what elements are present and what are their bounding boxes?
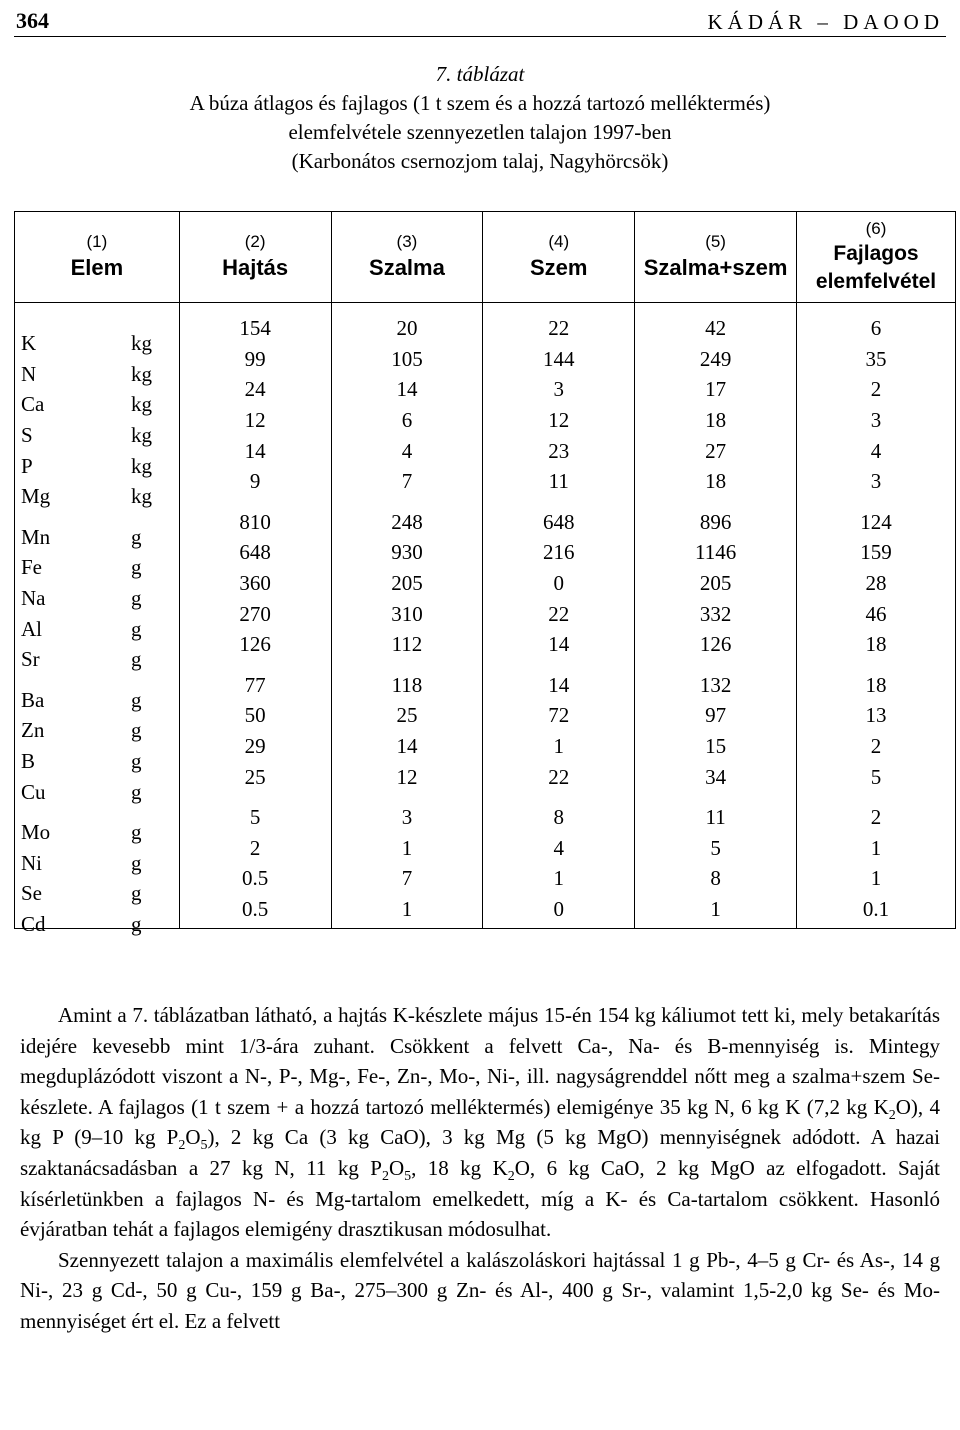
szalma-szem-cell: 8 bbox=[635, 863, 797, 894]
column-header-hajtas: (2) Hajtás bbox=[179, 212, 331, 303]
table-header-row bbox=[15, 212, 956, 303]
szalma-szem-cell: 1146 bbox=[635, 537, 797, 568]
element-cell bbox=[15, 598, 180, 641]
element-unit: g bbox=[131, 850, 142, 875]
szalma-cell: 930 bbox=[331, 537, 483, 568]
element-symbol: Mo bbox=[21, 820, 51, 845]
hajtas-cell: 29 bbox=[179, 731, 331, 762]
szem-cell: 22 bbox=[483, 598, 635, 629]
szem-cell: 8 bbox=[483, 792, 635, 833]
hajtas-cell: 50 bbox=[179, 700, 331, 731]
element-cell bbox=[15, 405, 180, 448]
column-header-elem: (1) Elem bbox=[15, 212, 180, 303]
szem-cell: 648 bbox=[483, 497, 635, 538]
table-row bbox=[15, 303, 956, 344]
element-cell bbox=[15, 374, 180, 417]
hajtas-cell: 0.5 bbox=[179, 863, 331, 894]
table-row bbox=[15, 435, 956, 466]
element-unit: kg bbox=[131, 361, 152, 386]
hajtas-cell: 270 bbox=[179, 598, 331, 629]
element-symbol: Cu bbox=[21, 779, 46, 804]
data-table bbox=[14, 211, 956, 936]
fajlagos-cell: 1 bbox=[797, 833, 956, 864]
szem-cell: 22 bbox=[483, 761, 635, 792]
fajlagos-cell: 2 bbox=[797, 731, 956, 762]
fajlagos-cell: 18 bbox=[797, 660, 956, 701]
element-symbol: Al bbox=[21, 616, 42, 641]
element-cell bbox=[15, 792, 180, 845]
szalma-szem-cell: 27 bbox=[635, 435, 797, 466]
szalma-szem-cell: 34 bbox=[635, 761, 797, 792]
fajlagos-cell: 124 bbox=[797, 497, 956, 538]
element-unit: g bbox=[131, 586, 142, 611]
column-header-fajlagos: (6) Fajlagos elemfelvétel bbox=[797, 212, 956, 303]
element-unit: kg bbox=[131, 392, 152, 417]
hajtas-cell: 99 bbox=[179, 344, 331, 375]
caption-line-3: (Karbonátos csernozjom talaj, Nagyhörcsök) bbox=[291, 149, 669, 173]
caption-line-1: A búza átlagos és fajlagos (1 t szem és a hozzá tartozó melléktermés) bbox=[189, 91, 771, 115]
szem-cell: 216 bbox=[483, 537, 635, 568]
column-header-szalma-szem: (5) Szalma+szem bbox=[635, 212, 797, 303]
element-cell bbox=[15, 435, 180, 478]
element-unit: g bbox=[131, 881, 142, 906]
column-header-szalma: (3) Szalma bbox=[331, 212, 483, 303]
fajlagos-cell: 2 bbox=[797, 374, 956, 405]
szalma-cell: 1 bbox=[331, 894, 483, 929]
caption-line-2: elemfelvétele szennyezetlen talajon 1997-ben bbox=[288, 120, 672, 144]
szalma-szem-cell: 1 bbox=[635, 894, 797, 929]
table-row bbox=[15, 466, 956, 497]
page-header bbox=[14, 4, 946, 37]
element-unit: kg bbox=[131, 331, 152, 356]
element-unit: kg bbox=[131, 453, 152, 478]
paragraph-1: Amint a 7. táblázatban látható, a hajtás K-készlete május 15-én 154 kg káliumot tett ki, mely betakarítás idejére kevesebb mint 1/3-ára zuhant. Csökkent a felvett Ca-, Na- és B-mennyiség is. Mintegy megduplázódott viszont a N-, P-, Mg-, Fe-, Zn-, Mo-, Ni-, ill. nagyságrenddel nőtt meg a szalma+szem Se-készlete. A fajlagos (1 t szem + a hozzá tartozó melléktermés) elemigénye 35 kg N, 6 kg K (7,2 kg $K_2O$), 4 kg P (9–10 kg $P_2O_5$), 2 kg Ca (3 kg CaO), 3 kg Mg (5 kg MgO) mennyiségnek adódott. A hazai szaktanácsadásban a 27 kg N, 11 kg $P_2O_5$, 18 kg $K_2O$, 6 kg CaO, 2 kg MgO az elfogadott. Saját kísérletünkben a fajlagos N- és Mg-tartalom emelkedett, míg a K- és Ca-tartalom csökkent. Hasonló évjáratban tehát a fajlagos elemigény drasztikusan módosulhat. bbox=[20, 1003, 940, 1242]
hajtas-cell: 0.5 bbox=[179, 894, 331, 929]
element-cell bbox=[15, 833, 180, 875]
element-cell bbox=[15, 660, 180, 712]
element-symbol: Mg bbox=[21, 484, 51, 509]
szalma-szem-cell: 126 bbox=[635, 629, 797, 660]
hajtas-cell: 77 bbox=[179, 660, 331, 701]
szalma-cell: 25 bbox=[331, 700, 483, 731]
element-symbol: Ba bbox=[21, 687, 45, 712]
table-row bbox=[15, 568, 956, 599]
szalma-szem-cell: 97 bbox=[635, 700, 797, 731]
szem-cell: 72 bbox=[483, 700, 635, 731]
szalma-cell: 4 bbox=[331, 435, 483, 466]
element-cell bbox=[15, 761, 180, 804]
szalma-cell: 20 bbox=[331, 303, 483, 344]
element-symbol: N bbox=[21, 361, 37, 386]
table-row bbox=[15, 344, 956, 375]
szalma-cell: 14 bbox=[331, 374, 483, 405]
element-unit: kg bbox=[131, 484, 152, 509]
szalma-cell: 118 bbox=[331, 660, 483, 701]
szalma-szem-cell: 11 bbox=[635, 792, 797, 833]
fajlagos-cell: 2 bbox=[797, 792, 956, 833]
fajlagos-cell: 13 bbox=[797, 700, 956, 731]
element-unit: g bbox=[131, 647, 142, 672]
fajlagos-cell: 4 bbox=[797, 435, 956, 466]
element-unit: g bbox=[131, 524, 142, 549]
body-text bbox=[20, 1000, 940, 1337]
element-cell bbox=[15, 303, 180, 356]
table-row bbox=[15, 598, 956, 629]
hajtas-cell: 12 bbox=[179, 405, 331, 436]
element-unit: g bbox=[131, 749, 142, 774]
fajlagos-cell: 46 bbox=[797, 598, 956, 629]
fajlagos-cell: 5 bbox=[797, 761, 956, 792]
hajtas-cell: 648 bbox=[179, 537, 331, 568]
table-row bbox=[15, 537, 956, 568]
hajtas-cell: 24 bbox=[179, 374, 331, 405]
table-row bbox=[15, 863, 956, 894]
element-symbol: B bbox=[21, 749, 36, 774]
element-cell bbox=[15, 629, 180, 672]
szalma-cell: 7 bbox=[331, 466, 483, 497]
fajlagos-cell: 35 bbox=[797, 344, 956, 375]
hajtas-cell: 126 bbox=[179, 629, 331, 660]
element-cell bbox=[15, 700, 180, 743]
szalma-szem-cell: 205 bbox=[635, 568, 797, 599]
szalma-cell: 310 bbox=[331, 598, 483, 629]
hajtas-cell: 810 bbox=[179, 497, 331, 538]
paragraph-2: Szennyezett talajon a maximális elemfelvétel a kalászoláskori hajtással 1 g Pb-, 4–5 g Cr- és As-, 14 g Ni-, 23 g Cd-, 50 g Cu-, 159 g Ba-, 275–300 g Zn- és Al-, 400 g Sr-, valamint 1,5-2,0 kg Se- és Mo-mennyiséget ért el. Ez a felvett bbox=[20, 1247, 940, 1333]
fajlagos-cell: 3 bbox=[797, 466, 956, 497]
element-unit: g bbox=[131, 820, 142, 845]
szalma-cell: 105 bbox=[331, 344, 483, 375]
szem-cell: 1 bbox=[483, 731, 635, 762]
szem-cell: 0 bbox=[483, 568, 635, 599]
fajlagos-cell: 18 bbox=[797, 629, 956, 660]
fajlagos-cell: 6 bbox=[797, 303, 956, 344]
table-row bbox=[15, 761, 956, 792]
element-symbol: Mn bbox=[21, 524, 51, 549]
running-head: KÁDÁR – DAOOD bbox=[707, 10, 944, 34]
element-unit: g bbox=[131, 616, 142, 641]
szem-cell: 23 bbox=[483, 435, 635, 466]
szem-cell: 1 bbox=[483, 863, 635, 894]
szalma-cell: 112 bbox=[331, 629, 483, 660]
fajlagos-cell: 159 bbox=[797, 537, 956, 568]
szalma-szem-cell: 332 bbox=[635, 598, 797, 629]
element-cell bbox=[15, 731, 180, 774]
table-row bbox=[15, 792, 956, 833]
element-symbol: Na bbox=[21, 586, 46, 611]
szem-cell: 144 bbox=[483, 344, 635, 375]
element-symbol: Ca bbox=[21, 392, 45, 417]
page-number: 364 bbox=[16, 8, 49, 33]
table-number: 7. táblázat bbox=[435, 62, 525, 86]
szalma-szem-cell: 896 bbox=[635, 497, 797, 538]
szalma-szem-cell: 18 bbox=[635, 405, 797, 436]
element-unit: kg bbox=[131, 423, 152, 448]
szalma-cell: 14 bbox=[331, 731, 483, 762]
szalma-cell: 205 bbox=[331, 568, 483, 599]
szalma-szem-cell: 5 bbox=[635, 833, 797, 864]
szem-cell: 11 bbox=[483, 466, 635, 497]
szem-cell: 3 bbox=[483, 374, 635, 405]
szalma-cell: 1 bbox=[331, 833, 483, 864]
element-unit: g bbox=[131, 911, 142, 936]
element-cell bbox=[15, 894, 180, 936]
table-row bbox=[15, 660, 956, 701]
element-cell bbox=[15, 344, 180, 386]
element-cell bbox=[15, 537, 180, 580]
szem-cell: 14 bbox=[483, 660, 635, 701]
szem-cell: 12 bbox=[483, 405, 635, 436]
table-row bbox=[15, 894, 956, 929]
fajlagos-cell: 28 bbox=[797, 568, 956, 599]
szem-cell: 22 bbox=[483, 303, 635, 344]
element-unit: g bbox=[131, 555, 142, 580]
szalma-cell: 3 bbox=[331, 792, 483, 833]
element-symbol: Fe bbox=[21, 555, 42, 580]
hajtas-cell: 9 bbox=[179, 466, 331, 497]
szalma-szem-cell: 42 bbox=[635, 303, 797, 344]
column-header-szem: (4) Szem bbox=[483, 212, 635, 303]
element-unit: g bbox=[131, 718, 142, 743]
szalma-szem-cell: 132 bbox=[635, 660, 797, 701]
hajtas-cell: 25 bbox=[179, 761, 331, 792]
szalma-cell: 7 bbox=[331, 863, 483, 894]
hajtas-cell: 2 bbox=[179, 833, 331, 864]
szalma-szem-cell: 17 bbox=[635, 374, 797, 405]
table-row bbox=[15, 374, 956, 405]
szalma-szem-cell: 15 bbox=[635, 731, 797, 762]
szem-cell: 4 bbox=[483, 833, 635, 864]
szalma-szem-cell: 18 bbox=[635, 466, 797, 497]
element-symbol: P bbox=[21, 453, 33, 478]
table-row bbox=[15, 629, 956, 660]
table-row bbox=[15, 833, 956, 864]
element-cell bbox=[15, 466, 180, 509]
element-symbol: S bbox=[21, 423, 33, 448]
element-unit: g bbox=[131, 687, 142, 712]
hajtas-cell: 360 bbox=[179, 568, 331, 599]
fajlagos-cell: 1 bbox=[797, 863, 956, 894]
element-cell bbox=[15, 497, 180, 549]
szalma-cell: 6 bbox=[331, 405, 483, 436]
element-cell bbox=[15, 863, 180, 906]
table-row bbox=[15, 497, 956, 538]
element-cell bbox=[15, 568, 180, 611]
szalma-szem-cell: 249 bbox=[635, 344, 797, 375]
szalma-cell: 248 bbox=[331, 497, 483, 538]
table-row bbox=[15, 731, 956, 762]
hajtas-cell: 14 bbox=[179, 435, 331, 466]
element-symbol: Zn bbox=[21, 718, 45, 743]
fajlagos-cell: 3 bbox=[797, 405, 956, 436]
element-unit: g bbox=[131, 779, 142, 804]
element-symbol: Se bbox=[21, 881, 42, 906]
table-row bbox=[15, 405, 956, 436]
szalma-cell: 12 bbox=[331, 761, 483, 792]
table-body bbox=[15, 303, 956, 936]
table-caption bbox=[0, 60, 960, 176]
hajtas-cell: 154 bbox=[179, 303, 331, 344]
element-symbol: Cd bbox=[21, 911, 46, 936]
table-row bbox=[15, 700, 956, 731]
element-symbol: Ni bbox=[21, 850, 42, 875]
element-symbol: K bbox=[21, 331, 37, 356]
szem-cell: 0 bbox=[483, 894, 635, 929]
element-symbol: Sr bbox=[21, 647, 40, 672]
hajtas-cell: 5 bbox=[179, 792, 331, 833]
szem-cell: 14 bbox=[483, 629, 635, 660]
fajlagos-cell: 0.1 bbox=[797, 894, 956, 929]
